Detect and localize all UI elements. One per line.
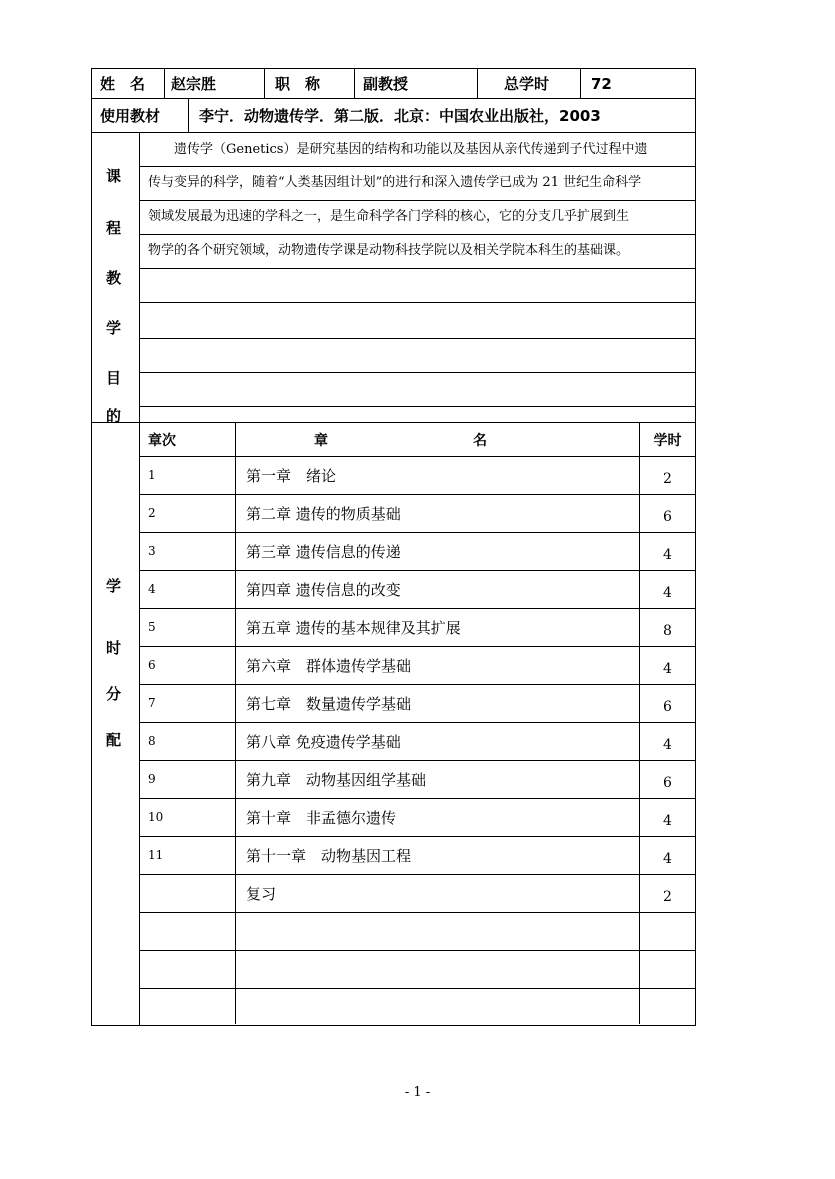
col-name-header-a: 章 xyxy=(314,432,328,449)
col-name-header-b: 名 xyxy=(473,432,487,449)
purpose-label xyxy=(92,133,140,425)
chapter-number: 4 xyxy=(148,582,156,596)
schedule-header-row xyxy=(140,423,695,457)
purpose-line: 领域发展最为迅速的学科之一，是生命科学各门学科的核心，它的分支几乎扩展到生 xyxy=(140,200,695,235)
chapter-hours xyxy=(639,988,695,1024)
schedule-row xyxy=(140,608,695,647)
chapter-name: 第八章 免疫遗传学基础 xyxy=(235,722,639,760)
chapter-name xyxy=(235,950,639,988)
title-label: 职 称 xyxy=(264,69,354,98)
chapter-number: 1 xyxy=(148,468,156,482)
chapter-name: 第七章 数量遗传学基础 xyxy=(235,684,639,722)
chapter-name: 第四章 遗传信息的改变 xyxy=(235,570,639,608)
chapter-hours: 4 xyxy=(639,836,695,874)
chapter-number: 7 xyxy=(148,696,156,710)
purpose-label-char: 教 xyxy=(106,269,122,287)
course-sheet xyxy=(91,68,696,1026)
purpose-label-char: 的 xyxy=(106,407,122,425)
hours-allocation-section xyxy=(91,422,696,1026)
title-value: 副教授 xyxy=(354,69,477,98)
course-purpose-section xyxy=(91,132,696,425)
purpose-label-char: 学 xyxy=(106,319,122,337)
chapter-name: 第九章 动物基因组学基础 xyxy=(235,760,639,798)
purpose-line: 遗传学（Genetics）是研究基因的结构和功能以及基因从亲代传递到子代过程中遗 xyxy=(140,133,695,167)
chapter-name: 第二章 遗传的物质基础 xyxy=(235,494,639,532)
chapter-number xyxy=(140,988,235,1024)
chapter-hours: 6 xyxy=(639,760,695,798)
chapter-name: 第十一章 动物基因工程 xyxy=(235,836,639,874)
schedule-row xyxy=(140,646,695,685)
schedule-label xyxy=(92,423,140,1025)
chapter-number xyxy=(140,912,235,950)
purpose-label-char: 程 xyxy=(106,219,122,237)
name-value: 赵宗胜 xyxy=(164,69,264,98)
purpose-line xyxy=(140,406,695,423)
schedule-row xyxy=(140,494,695,533)
schedule-row xyxy=(140,988,695,1024)
chapter-name xyxy=(235,988,639,1024)
chapter-hours xyxy=(639,950,695,988)
purpose-label-char: 目 xyxy=(106,369,122,387)
schedule-table xyxy=(140,423,695,1025)
name-label: 姓 名 xyxy=(100,75,146,93)
chapter-name: 第五章 遗传的基本规律及其扩展 xyxy=(235,608,639,646)
purpose-line: 传与变异的科学，随着“人类基因组计划”的进行和深入遗传学已成为 21 世纪生命科学 xyxy=(140,166,695,201)
chapter-name: 复习 xyxy=(235,874,639,912)
col-hours-header: 学时 xyxy=(639,423,695,456)
chapter-name xyxy=(235,912,639,950)
purpose-line xyxy=(140,302,695,339)
col-name-header xyxy=(235,423,639,456)
purpose-label-char: 课 xyxy=(106,167,122,185)
chapter-hours: 4 xyxy=(639,798,695,836)
chapter-hours: 4 xyxy=(639,570,695,608)
schedule-row xyxy=(140,722,695,761)
chapter-number xyxy=(140,874,235,912)
purpose-text xyxy=(140,133,695,422)
col-chapter-header: 章次 xyxy=(148,432,176,449)
chapter-name: 第三章 遗传信息的传递 xyxy=(235,532,639,570)
chapter-hours: 6 xyxy=(639,494,695,532)
schedule-row xyxy=(140,836,695,875)
page-number: - 1 - xyxy=(404,1085,431,1100)
chapter-number: 5 xyxy=(148,620,156,634)
textbook-value: 李宁．动物遗传学．第二版．北京：中国农业出版社，2003 xyxy=(188,99,695,132)
schedule-label-char: 时 xyxy=(106,639,122,657)
chapter-hours: 4 xyxy=(639,722,695,760)
chapter-number: 9 xyxy=(148,772,156,786)
schedule-label-char: 配 xyxy=(106,731,122,749)
chapter-hours: 8 xyxy=(639,608,695,646)
chapter-hours: 2 xyxy=(639,874,695,912)
purpose-line xyxy=(140,372,695,407)
schedule-row xyxy=(140,912,695,951)
chapter-name: 第十章 非孟德尔遗传 xyxy=(235,798,639,836)
chapter-name: 第一章 绪论 xyxy=(235,456,639,494)
schedule-label-char: 学 xyxy=(106,577,122,595)
chapter-number: 3 xyxy=(148,544,156,558)
total-hours-label: 总学时 xyxy=(477,69,580,98)
schedule-row xyxy=(140,684,695,723)
schedule-label-char: 分 xyxy=(106,685,122,703)
textbook-label: 使用教材 xyxy=(100,107,161,125)
schedule-row xyxy=(140,570,695,609)
purpose-line xyxy=(140,338,695,373)
textbook-row xyxy=(91,98,696,132)
purpose-line: 物学的各个研究领域，动物遗传学课是动物科技学院以及相关学院本科生的基础课。 xyxy=(140,234,695,269)
chapter-hours: 4 xyxy=(639,646,695,684)
chapter-name: 第六章 群体遗传学基础 xyxy=(235,646,639,684)
info-row xyxy=(91,68,696,98)
schedule-row xyxy=(140,874,695,913)
total-hours-value: 72 xyxy=(580,69,695,98)
chapter-number: 10 xyxy=(148,810,164,824)
chapter-hours xyxy=(639,912,695,950)
chapter-hours: 2 xyxy=(639,456,695,494)
chapter-number: 11 xyxy=(148,848,164,862)
chapter-hours: 6 xyxy=(639,684,695,722)
chapter-number: 8 xyxy=(148,734,156,748)
schedule-row xyxy=(140,456,695,495)
schedule-row xyxy=(140,798,695,837)
chapter-hours: 4 xyxy=(639,532,695,570)
schedule-row xyxy=(140,950,695,989)
purpose-line xyxy=(140,268,695,303)
chapter-number: 6 xyxy=(148,658,156,672)
chapter-number xyxy=(140,950,235,988)
schedule-row xyxy=(140,760,695,799)
chapter-number: 2 xyxy=(148,506,156,520)
schedule-row xyxy=(140,532,695,571)
